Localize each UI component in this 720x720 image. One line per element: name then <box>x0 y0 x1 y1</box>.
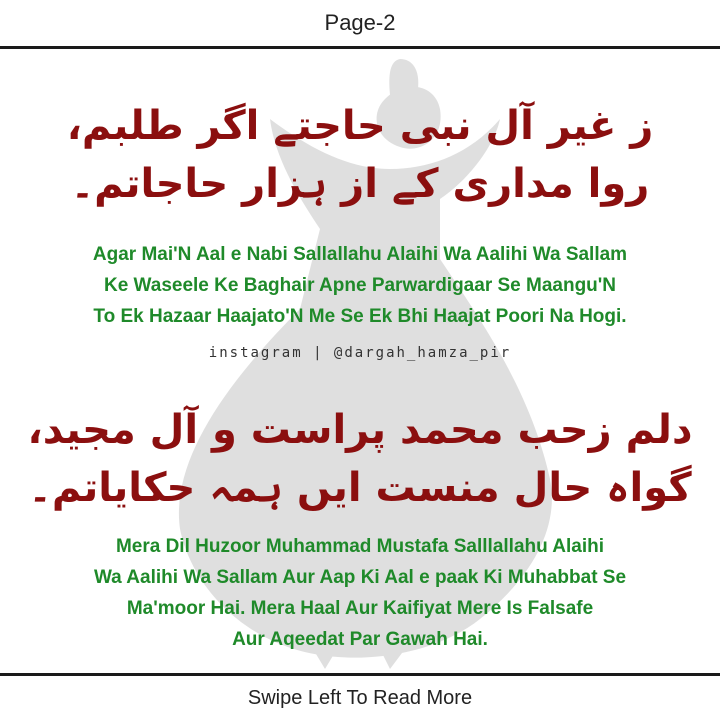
page-footer <box>0 676 720 720</box>
urdu-line: روا مداری کے از ہزار حاجاتم۔ <box>70 161 650 207</box>
urdu-line: ز غیر آل نبی حاجتے اگر طلبم، <box>66 103 654 149</box>
english-translation-1 <box>0 239 720 332</box>
translation-line: Aur Aqeedat Par Gawah Hai. <box>232 629 488 650</box>
urdu-line: دلم زحب محمد پراست و آل مجید، <box>27 407 693 453</box>
translation-line: Mera Dil Huzoor Muhammad Mustafa Salllallahu Alaihi <box>115 536 605 557</box>
page-header <box>0 0 720 46</box>
page-number-label: Page-2 <box>324 10 396 35</box>
poem-card <box>0 49 720 673</box>
urdu-line: گواہ حال منست ایں ہمہ حکایاتم۔ <box>28 465 692 511</box>
translation-line: Agar Mai'N Aal e Nabi Sallallahu Alaihi Wa Aalihi Wa Sallam <box>92 244 628 265</box>
instagram-handle: instagram | @dargah_hamza_pir <box>208 345 512 361</box>
translation-line: Wa Aalihi Wa Sallam Aur Aap Ki Aal e paak Ki Muhabbat Se <box>93 567 627 588</box>
translation-line: Ma'moor Hai. Mera Haal Aur Kaifiyat Mere Is Falsafe <box>126 598 594 619</box>
translation-line: Ke Waseele Ke Baghair Apne Parwardigaar Se Maangu'N <box>103 275 617 296</box>
translation-line: To Ek Hazaar Haajato'N Me Se Ek Bhi Haajat Poori Na Hogi. <box>93 306 627 327</box>
english-translation-2 <box>0 531 720 655</box>
swipe-hint: Swipe Left To Read More <box>247 686 473 709</box>
urdu-couplet-1 <box>0 97 720 213</box>
urdu-couplet-2 <box>0 401 720 517</box>
